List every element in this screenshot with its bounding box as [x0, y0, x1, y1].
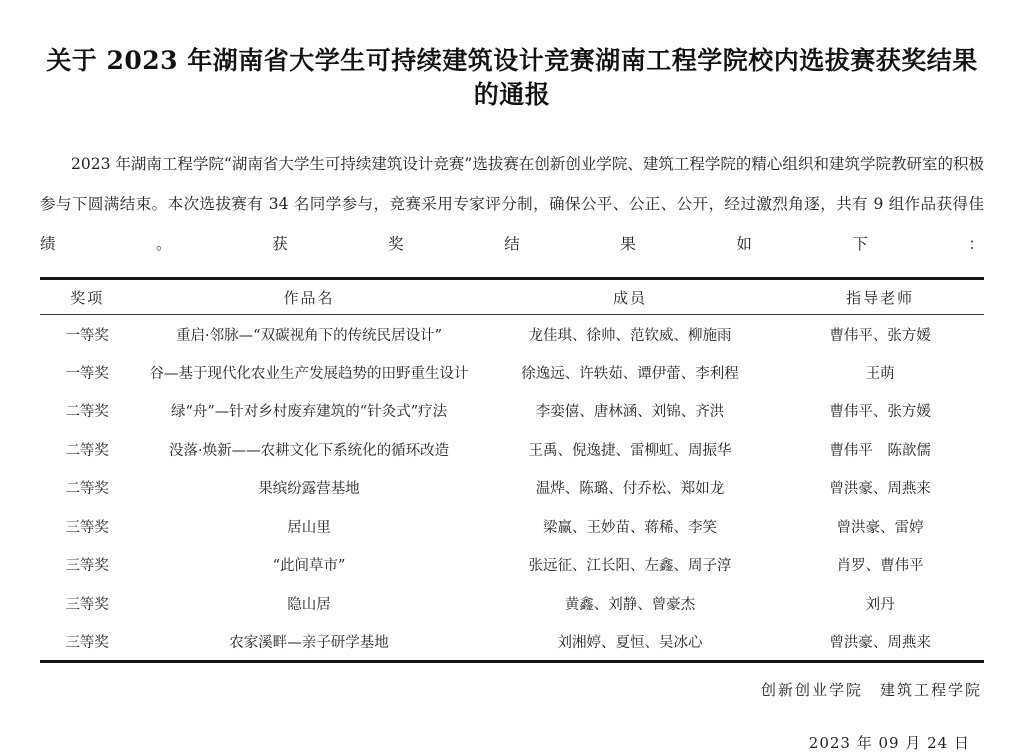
work-cell: 重启·邻脉—“双碳视角下的传统民居设计” [176, 327, 442, 344]
table-row [40, 546, 984, 585]
signature: 创新创业学院 建筑工程学院 [760, 680, 982, 699]
work-cell: 居山里 [287, 519, 331, 536]
members-cell: 徐逸远、许轶茹、谭伊蕾、李利程 [521, 365, 739, 382]
advisor-cell: 曹伟平、张方媛 [829, 404, 931, 421]
header-cell-advisor: 指导老师 [846, 288, 915, 307]
table-row [40, 469, 984, 508]
work-cell: 谷—基于现代化农业生产发展趋势的田野重生设计 [149, 365, 469, 382]
header-cell-members: 成员 [612, 288, 647, 307]
intro-paragraph: 2023 年湖南工程学院“湖南省大学生可持续建筑设计竞赛”选拔赛在创新创业学院、建筑工程学院的精心组织和建筑学院教研室的积极参与下圆满结束。本次选拔赛有 34 名同学参与，竞赛采用专家评分制，确保公平、公正、公开，经过激烈角逐，共有 9 组作品获得佳绩。获奖结果如下： [40, 155, 984, 253]
award-cell: 一等奖 [65, 365, 109, 382]
members-cell: 温烨、陈璐、付乔松、郑如龙 [535, 481, 725, 498]
document-footer [40, 679, 984, 753]
work-cell: 没落·焕新——农耕文化下系统化的循环改造 [168, 442, 450, 459]
work-cell: “此间草市” [272, 558, 346, 575]
table-row [40, 353, 984, 392]
members-cell: 张远征、江长阳、左鑫、周子淳 [528, 558, 732, 575]
table-row [40, 315, 984, 354]
table-row [40, 392, 984, 431]
award-cell: 二等奖 [65, 442, 109, 459]
table-body [40, 315, 984, 662]
award-cell: 一等奖 [65, 327, 109, 344]
awards-table [40, 277, 984, 663]
work-cell: 隐山居 [287, 596, 331, 613]
work-cell: 农家溪畔—亲子研学基地 [229, 634, 389, 651]
members-cell: 王禹、倪逸捷、雷柳虹、周振华 [528, 442, 732, 459]
advisor-cell: 刘丹 [865, 596, 895, 613]
advisor-cell: 曾洪豪、周燕来 [829, 634, 931, 651]
award-cell: 二等奖 [65, 404, 109, 421]
header-cell-award: 奖项 [70, 288, 105, 307]
award-cell: 二等奖 [65, 481, 109, 498]
table-row [40, 623, 984, 662]
advisor-cell: 曹伟平 陈歆儒 [829, 442, 931, 459]
award-cell: 三等奖 [65, 519, 109, 536]
members-cell: 梁赢、王妙苗、蒋稀、李笑 [542, 519, 717, 536]
advisor-cell: 曾洪豪、雷婷 [836, 519, 924, 536]
members-cell: 黄鑫、刘静、曾豪杰 [564, 596, 696, 613]
table-row [40, 584, 984, 623]
advisor-cell: 曾洪豪、周燕来 [829, 481, 931, 498]
members-cell: 刘湘婷、夏恒、吴冰心 [557, 634, 703, 651]
document-title: 关于 2023 年湖南省大学生可持续建筑设计竞赛湖南工程学院校内选拔赛获奖结果的通报 [46, 46, 978, 109]
table-row [40, 507, 984, 546]
table-row [40, 430, 984, 469]
advisor-cell: 肖罗、曹伟平 [836, 558, 924, 575]
members-cell: 李娈僖、唐林涵、刘锦、齐洪 [535, 404, 725, 421]
advisor-cell: 曹伟平、张方媛 [829, 327, 931, 344]
award-cell: 三等奖 [65, 634, 109, 651]
award-cell: 三等奖 [65, 558, 109, 575]
members-cell: 龙佳琪、徐帅、范钦威、柳施雨 [528, 327, 732, 344]
table-header-row [40, 279, 984, 315]
header-cell-work: 作品名 [283, 288, 335, 307]
advisor-cell: 王萌 [865, 365, 895, 382]
award-cell: 三等奖 [65, 596, 109, 613]
work-cell: 果缤纷露营基地 [258, 481, 360, 498]
work-cell: 绿“舟”—针对乡村废弃建筑的“针灸式”疗法 [170, 404, 448, 421]
document-date: 2023 年 09 月 24 日 [808, 733, 970, 752]
